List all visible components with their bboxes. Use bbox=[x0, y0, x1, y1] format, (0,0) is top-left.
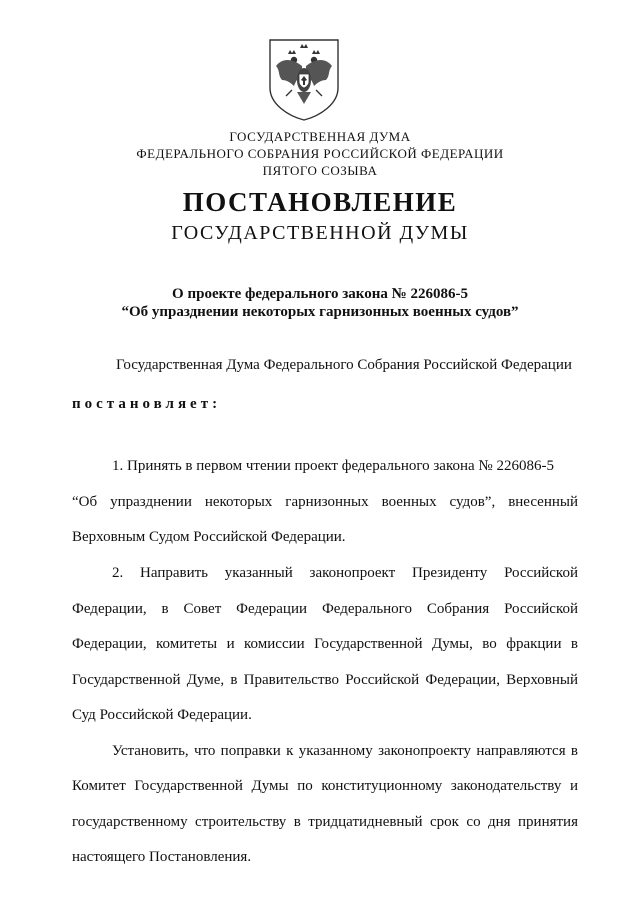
item-1-line-2: “Об упразднении некоторых гарнизонных военных судов”, внесенный bbox=[72, 494, 578, 510]
item-2-line-3: Федерации, комитеты и комиссии Государственной Думы, во фракции в bbox=[72, 636, 578, 652]
header-line-duma: ГОСУДАРСТВЕННАЯ ДУМА bbox=[229, 129, 411, 144]
item-1-line-3: Верховным Судом Российской Федерации. bbox=[72, 529, 346, 545]
subject-line-1: О проекте федерального закона № 226086-5 bbox=[172, 286, 468, 302]
document-subtitle: ГОСУДАРСТВЕННОЙ ДУМЫ bbox=[171, 222, 469, 244]
decree-word: постановляет: bbox=[72, 396, 222, 412]
item-3-line-1: Установить, что поправки к указанному законопроекту направляются в bbox=[112, 743, 578, 759]
item-2-line-5: Суд Российской Федерации. bbox=[72, 707, 252, 723]
item-3-line-3: государственному строительству в тридцатидневный срок со дня принятия bbox=[72, 814, 578, 830]
preamble: Государственная Дума Федерального Собрания Российской Федерации bbox=[116, 357, 572, 373]
item-1-line-1: 1. Принять в первом чтении проект федерального закона № 226086-5 bbox=[112, 458, 554, 474]
document-title: ПОСТАНОВЛЕНИЕ bbox=[182, 187, 458, 217]
header-line-convocation: ПЯТОГО СОЗЫВА bbox=[262, 163, 378, 178]
item-2-line-4: Государственной Думе, в Правительство Российской Федерации, Верховный bbox=[72, 672, 578, 688]
item-2-line-1: 2. Направить указанный законопроект Президенту Российской bbox=[112, 565, 578, 581]
header-line-federal-assembly: ФЕДЕРАЛЬНОГО СОБРАНИЯ РОССИЙСКОЙ ФЕДЕРАЦИИ bbox=[136, 146, 504, 161]
coat-of-arms-emblem bbox=[264, 36, 344, 122]
subject-line-2: “Об упразднении некоторых гарнизонных военных судов” bbox=[121, 304, 519, 320]
item-3-line-2: Комитет Государственной Думы по конституционному законодательству и bbox=[72, 778, 578, 794]
item-2-line-2: Федерации, в Совет Федерации Федерального Собрания Российской bbox=[72, 601, 578, 617]
item-3-line-4: настоящего Постановления. bbox=[72, 849, 252, 865]
